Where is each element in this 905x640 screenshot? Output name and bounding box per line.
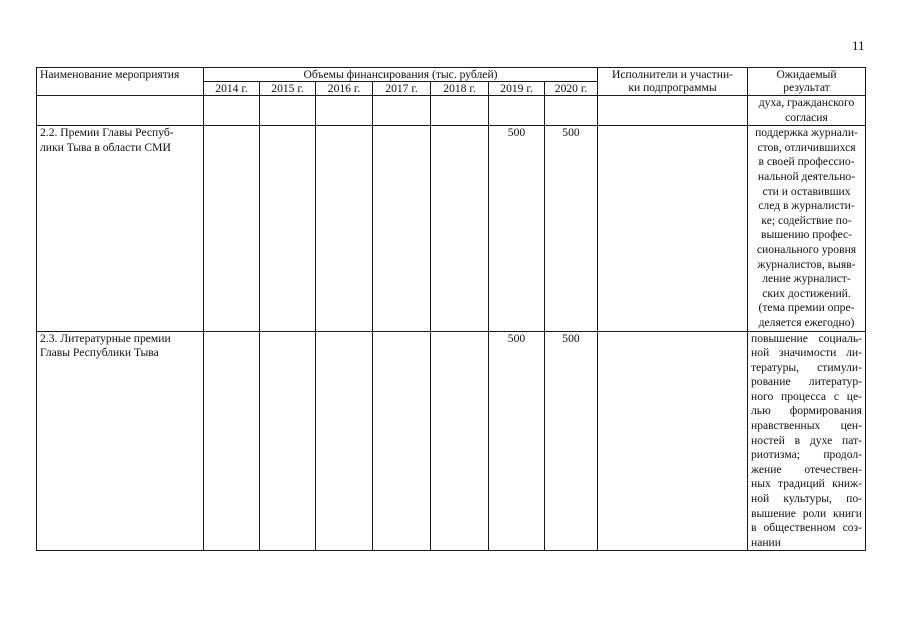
activity-name-line: 2.3. Литературные премии: [40, 331, 171, 345]
result-line: в своей профессио-: [758, 155, 855, 169]
value-cell: [316, 126, 373, 331]
result-line: вышение роли книги: [751, 506, 862, 520]
value-cell: [316, 331, 373, 551]
value-cell: [489, 96, 545, 126]
result-line: нании: [751, 535, 781, 549]
value-cell: [260, 126, 316, 331]
result-line: след в журналисти-: [758, 199, 855, 213]
value-cell: 500: [545, 331, 598, 551]
result-cell: [748, 126, 866, 331]
result-line: риотизма; продол-: [751, 448, 862, 462]
header-year: 2015 г.: [260, 82, 316, 96]
value-cell: [373, 126, 431, 331]
header-result-line: Ожидаемый: [776, 68, 837, 81]
value-cell: 500: [489, 126, 545, 331]
table-row: [37, 96, 866, 126]
header-year: 2014 г.: [204, 82, 260, 96]
header-funding: Объемы финансирования (тыс. рублей): [204, 68, 598, 82]
header-executors: [598, 68, 748, 96]
result-line: нравственных цен-: [751, 419, 862, 433]
value-cell: [204, 331, 260, 551]
header-row-1: [37, 68, 866, 82]
activity-name-line: 2.2. Премии Главы Респуб-: [40, 126, 174, 140]
activity-name-line: лики Тыва в области СМИ: [40, 140, 171, 154]
result-line: жение отечествен-: [751, 462, 862, 476]
header-executors-line: ки подпрограммы: [628, 81, 717, 94]
value-cell: [260, 96, 316, 126]
value-cell: 500: [489, 331, 545, 551]
result-line: ностей в духе пат-: [751, 433, 862, 447]
result-line: ке; содействие по-: [761, 213, 852, 227]
result-line: рование литератур-: [751, 375, 862, 389]
table-row: [37, 126, 866, 331]
table-row: [37, 331, 866, 551]
header-year: 2018 г.: [431, 82, 489, 96]
funding-table: [36, 67, 866, 551]
result-line: повышение социаль-: [751, 331, 862, 345]
result-line: вышению профес-: [760, 228, 853, 242]
header-year: 2016 г.: [316, 82, 373, 96]
result-line: ного процесса с це-: [751, 389, 862, 403]
result-line: (тема премии опре-: [758, 301, 855, 315]
header-year: 2020 г.: [545, 82, 598, 96]
header-name: Наименование мероприятия: [37, 68, 204, 96]
result-line: духа, гражданского: [758, 96, 855, 109]
value-cell: [373, 331, 431, 551]
value-cell: [431, 331, 489, 551]
value-cell: 500: [545, 126, 598, 331]
result-line: сти и оставивших: [762, 184, 851, 198]
value-cell: [204, 126, 260, 331]
result-line: ной значимости ли-: [751, 346, 862, 360]
value-cell: [431, 96, 489, 126]
result-line: ление журналист-: [762, 272, 851, 286]
header-result: [748, 68, 866, 96]
result-line: нальной деятельно-: [757, 169, 856, 183]
executors-cell: [598, 96, 748, 126]
activity-name-cell: [37, 331, 204, 551]
activity-name-cell: [37, 96, 204, 126]
value-cell: [260, 331, 316, 551]
header-result-line: результат: [783, 81, 830, 94]
header-year: 2019 г.: [489, 82, 545, 96]
result-line: лью формирования: [751, 404, 862, 418]
result-cell: [748, 331, 866, 551]
result-line: тературы, стимули-: [751, 360, 862, 374]
result-line: согласия: [785, 110, 828, 124]
executors-cell: [598, 126, 748, 331]
header-year: 2017 г.: [373, 82, 431, 96]
result-line: в общественном соз-: [751, 521, 862, 535]
result-line: стов, отличившихся: [757, 140, 856, 154]
value-cell: [545, 96, 598, 126]
result-cell: [748, 96, 866, 126]
header-executors-line: Исполнители и участни-: [611, 68, 734, 81]
value-cell: [431, 126, 489, 331]
activity-name-cell: [37, 126, 204, 331]
page-number: 11: [852, 38, 865, 53]
value-cell: [373, 96, 431, 126]
result-line: ных традиций книж-: [751, 477, 862, 491]
executors-cell: [598, 331, 748, 551]
value-cell: [204, 96, 260, 126]
result-line: сионального уровня: [756, 242, 857, 256]
result-line: ной культуры, по-: [751, 492, 862, 506]
result-line: деляется ежегодно): [758, 315, 855, 329]
result-line: журналистов, выяв-: [757, 257, 856, 271]
activity-name-line: Главы Республики Тыва: [40, 346, 159, 360]
result-line: поддержка журнали-: [755, 126, 858, 140]
result-line: ских достижений.: [762, 286, 851, 300]
value-cell: [316, 96, 373, 126]
